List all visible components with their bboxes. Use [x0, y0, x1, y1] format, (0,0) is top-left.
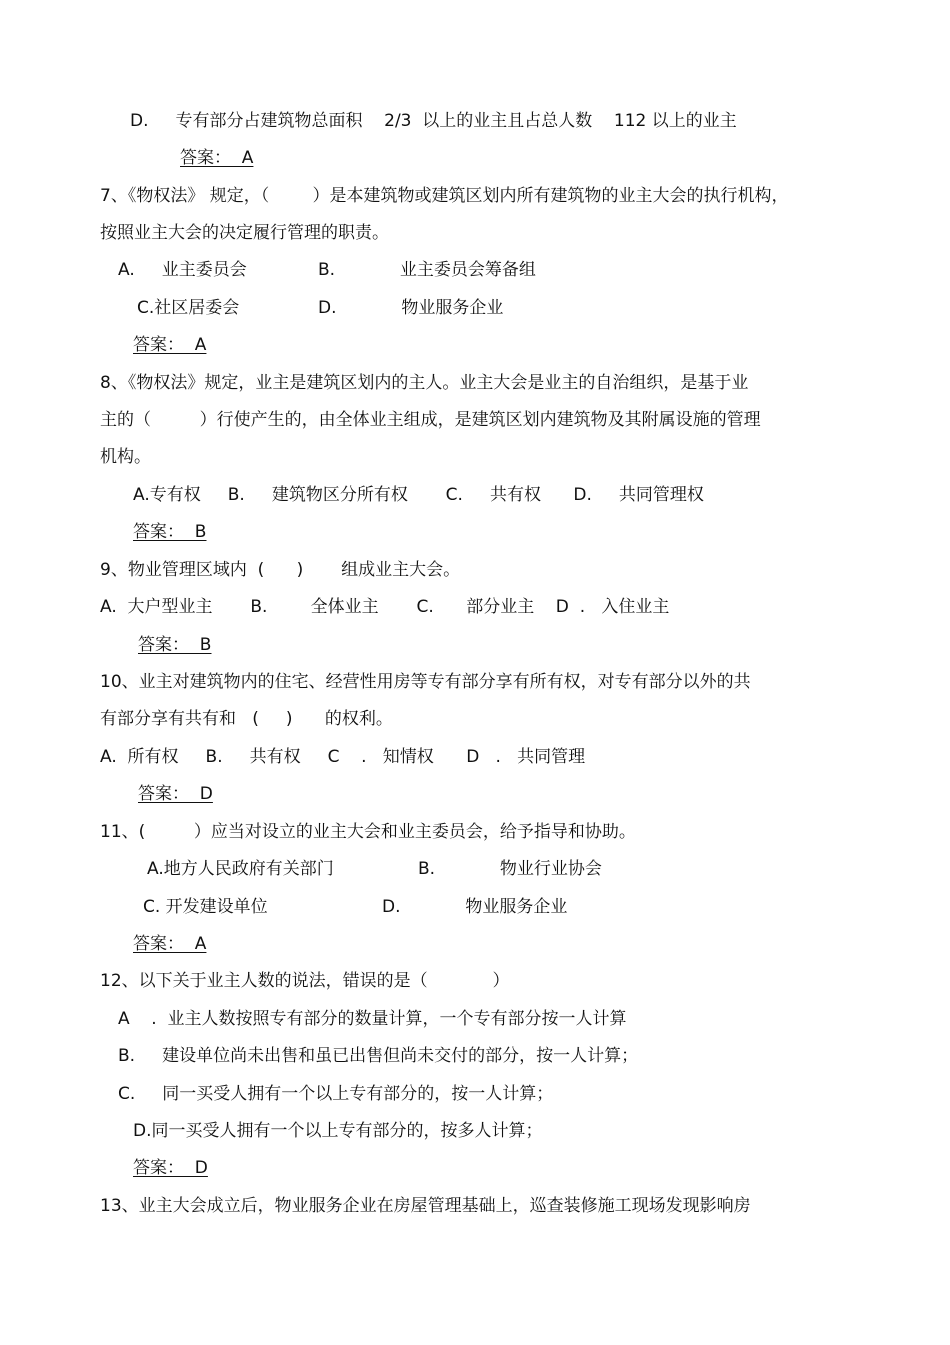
option-d: D. 物业服务企业 [318, 298, 504, 318]
question-12: 12、以下关于业主人数的说法，错误的是（ ） [100, 971, 510, 991]
question-8-line-3: 机构。 [100, 447, 151, 467]
question-8-line-1: 8、《物权法》规定，业主是建筑区划内的主人。业主大会是业主的自治组织，是基于业 [100, 373, 749, 393]
option-d-line: D. 专有部分占建筑物总面积 2/3 以上的业主且占总人数 112 以上的业主 [130, 111, 737, 131]
answer-line: 答案： B [133, 522, 207, 542]
option-b: B. 物业行业协会 [418, 859, 602, 879]
option-a: A.地方人民政府有关部门 [147, 859, 334, 879]
option-d: D.同一买受人拥有一个以上专有部分的，按多人计算； [133, 1121, 543, 1141]
question-10-line-1: 10、业主对建筑物内的住宅、经营性用房等专有部分享有所有权，对专有部分以外的共 [100, 672, 751, 692]
option-c: C. 同一买受人拥有一个以上专有部分的，按一人计算； [118, 1084, 554, 1104]
answer-line: 答案： B [138, 635, 212, 655]
option-d: D. 物业服务企业 [382, 897, 568, 917]
answer-line: 答案： A [133, 335, 207, 355]
option-b: B. 业主委员会筹备组 [318, 260, 536, 280]
question-9: 9、物业管理区域内 ( ) 组成业主大会。 [100, 560, 461, 580]
question-11: 11、( ）应当对设立的业主大会和业主委员会，给予指导和协助。 [100, 822, 636, 842]
answer-line: 答案： D [133, 1158, 208, 1178]
option-a: A. 业主委员会 [118, 260, 247, 280]
question-8-options: A.专有权 B. 建筑物区分所有权 C. 共有权 D. 共同管理权 [133, 485, 704, 505]
answer-line: 答案： A [180, 148, 254, 168]
answer-line: 答案： A [133, 934, 207, 954]
question-10-line-2: 有部分享有共有和 ( ) 的权利。 [100, 709, 393, 729]
question-7-line-2: 按照业主大会的决定履行管理的职责。 [100, 223, 389, 243]
question-8-line-2: 主的（ ）行使产生的，由全体业主组成，是建筑区划内建筑物及其附属设施的管理 [100, 410, 761, 430]
question-10-options: A. 所有权 B. 共有权 C . 知情权 D . 共同管理 [100, 747, 586, 767]
question-9-options: A. 大户型业主 B. 全体业主 C. 部分业主 D . 入住业主 [100, 597, 670, 617]
question-13-line-1: 13、业主大会成立后，物业服务企业在房屋管理基础上，巡查装修施工现场发现影响房 [100, 1196, 751, 1216]
answer-line: 答案： D [138, 784, 213, 804]
option-b: B. 建设单位尚未出售和虽已出售但尚未交付的部分，按一人计算； [118, 1046, 639, 1066]
question-7-line-1: 7、《物权法》 规定，（ ）是本建筑物或建筑区划内所有建筑物的业主大会的执行机构， [100, 186, 789, 206]
option-a: A . 业主人数按照专有部分的数量计算，一个专有部分按一人计算 [118, 1009, 627, 1029]
option-c: C. 开发建设单位 [143, 897, 268, 917]
option-c: C.社区居委会 [137, 298, 240, 318]
